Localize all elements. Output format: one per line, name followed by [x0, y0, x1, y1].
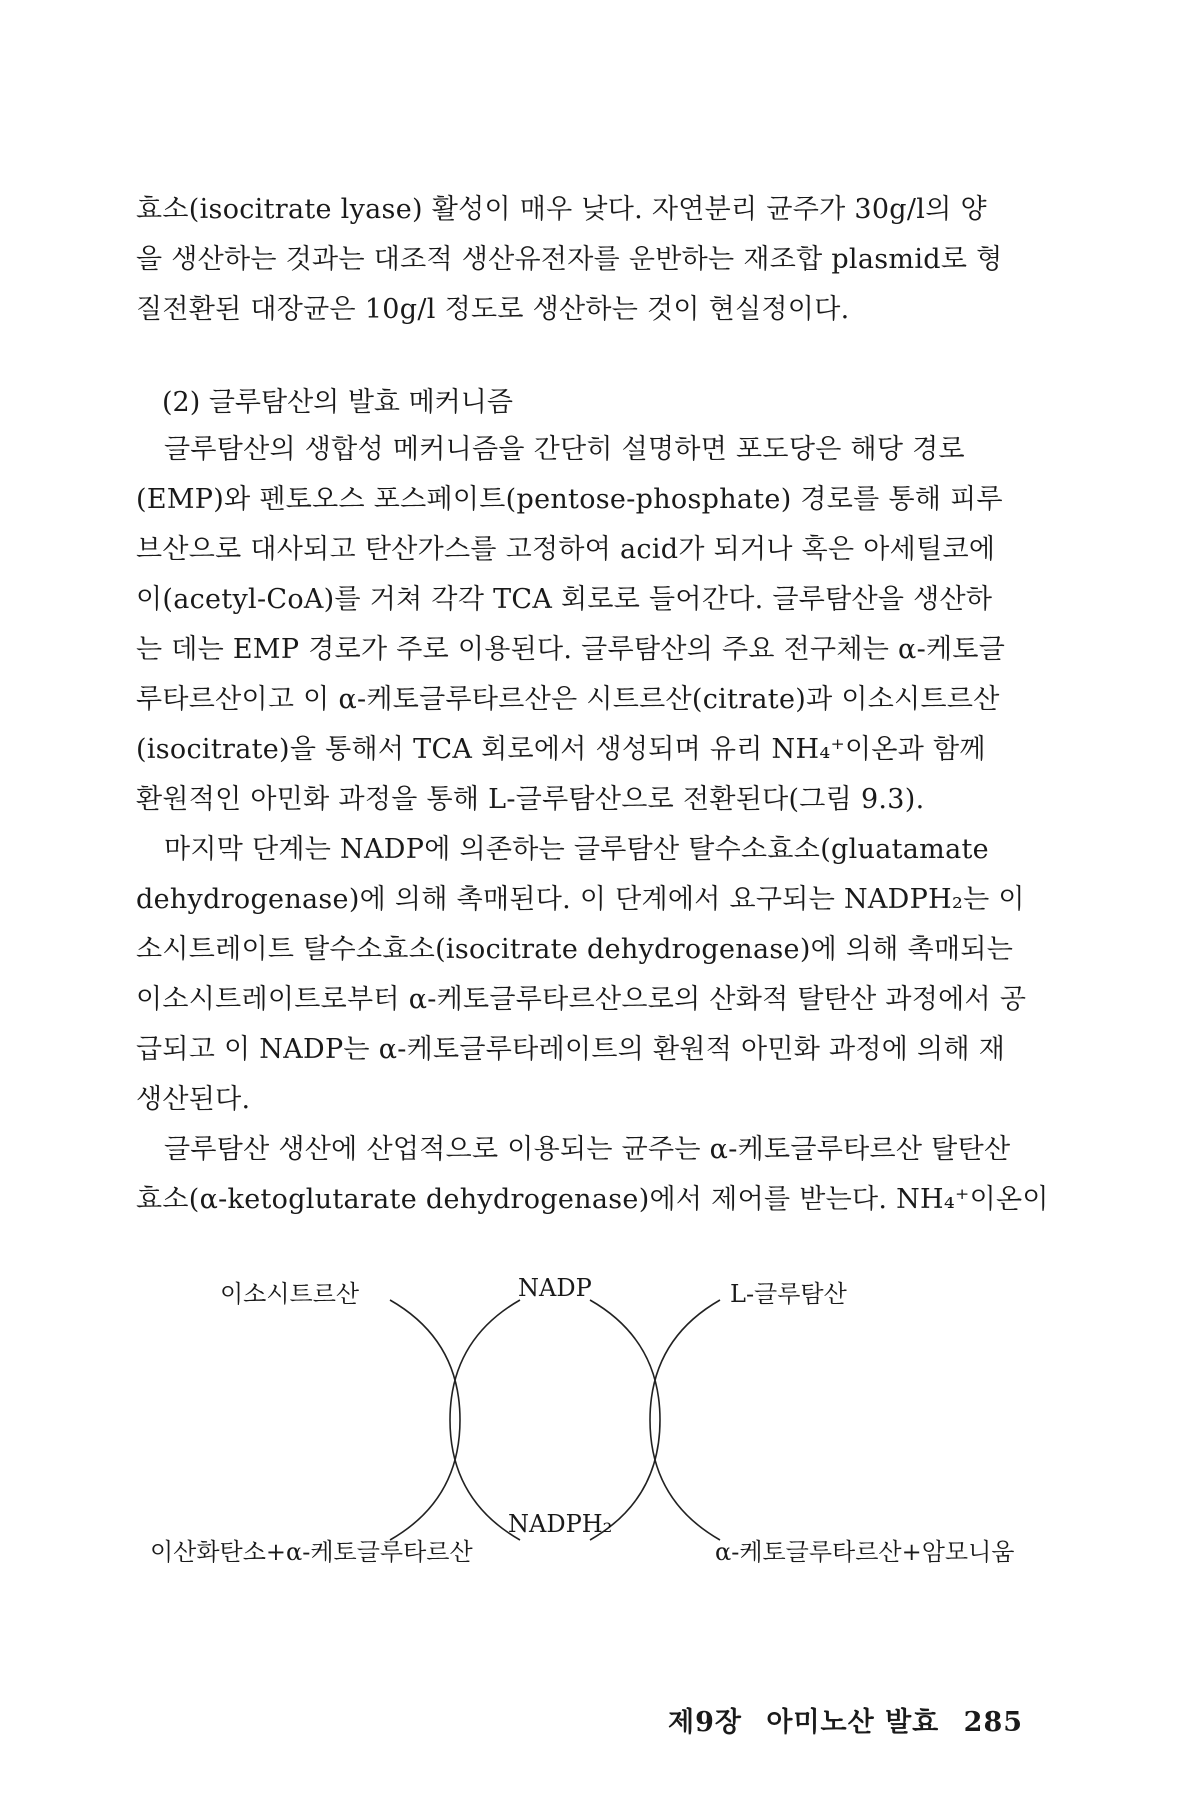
label-l-glutamate: L-글루탐산	[730, 1280, 847, 1308]
text-line: 글루탐산 생산에 산업적으로 이용되는 균주는 α-케토글루타르산 탈탄산	[164, 1134, 1011, 1165]
label-ketoglutarate-ammonium: α-케토글루타르산+암모니움	[715, 1538, 1015, 1566]
chapter-number: 제9장	[668, 1707, 742, 1738]
reaction-diagram	[150, 1260, 1050, 1570]
text-line: 루타르산이고 이 α-케토글루타르산은 시트르산(citrate)과 이소시트르산	[136, 684, 1000, 715]
label-nadp: NADP	[518, 1274, 592, 1302]
page-footer	[668, 1700, 1037, 1739]
text-line: dehydrogenase)에 의해 촉매된다. 이 단계에서 요구되는 NADPH₂는 이	[136, 884, 1025, 915]
text-line: 브산으로 대사되고 탄산가스를 고정하여 acid가 되거나 혹은 아세틸코에	[136, 534, 996, 565]
section-heading: (2) 글루탐산의 발효 메커니즘	[162, 387, 513, 418]
text-line: 소시트레이트 탈수소효소(isocitrate dehydrogenase)에 의해 촉매되는	[136, 934, 1014, 965]
text-line: 환원적인 아민화 과정을 통해 L-글루탐산으로 전환된다(그림 9.3).	[136, 784, 925, 815]
text-line: 마지막 단계는 NADP에 의존하는 글루탐산 탈수소효소(gluatamate	[164, 834, 989, 865]
text-line: 효소(isocitrate lyase) 활성이 매우 낮다. 자연분리 균주가 30g/l의 양	[136, 194, 987, 225]
label-co2-ketoglutarate: 이산화탄소+α-케토글루타르산	[150, 1538, 473, 1566]
text-line: 글루탐산의 생합성 메커니즘을 간단히 설명하면 포도당은 해당 경로	[164, 434, 965, 465]
text-line: 이소시트레이트로부터 α-케토글루타르산으로의 산화적 탈탄산 과정에서 공	[136, 984, 1027, 1015]
main-paragraphs	[136, 425, 1049, 1225]
text-line: (isocitrate)을 통해서 TCA 회로에서 생성되며 유리 NH₄⁺이온과 함께	[136, 734, 986, 765]
top-paragraph	[136, 185, 1026, 335]
page-number: 285	[963, 1707, 1024, 1738]
text-line: (EMP)와 펜토오스 포스페이트(pentose-phosphate) 경로를 통해 피루	[136, 484, 1003, 515]
text-line: 효소(α-ketoglutarate dehydrogenase)에서 제어를 받는다. NH₄⁺이온이	[136, 1184, 1049, 1215]
text-line: 생산된다.	[136, 1084, 251, 1115]
text-line: 는 데는 EMP 경로가 주로 이용된다. 글루탐산의 주요 전구체는 α-케토글	[136, 634, 1006, 665]
text-line: 이(acetyl-CoA)를 거쳐 각각 TCA 회로로 들어간다. 글루탐산을 생산하	[136, 584, 993, 615]
label-isocitrate: 이소시트르산	[220, 1280, 360, 1308]
chapter-title: 아미노산 발효	[766, 1707, 940, 1738]
label-nadph2: NADPH₂	[508, 1510, 613, 1538]
text-line: 질전환된 대장균은 10g/l 정도로 생산하는 것이 현실정이다.	[136, 294, 850, 325]
text-line: 을 생산하는 것과는 대조적 생산유전자를 운반하는 재조합 plasmid로 형	[136, 244, 1003, 275]
text-line: 급되고 이 NADP는 α-케토글루타레이트의 환원적 아민화 과정에 의해 재	[136, 1034, 1006, 1065]
